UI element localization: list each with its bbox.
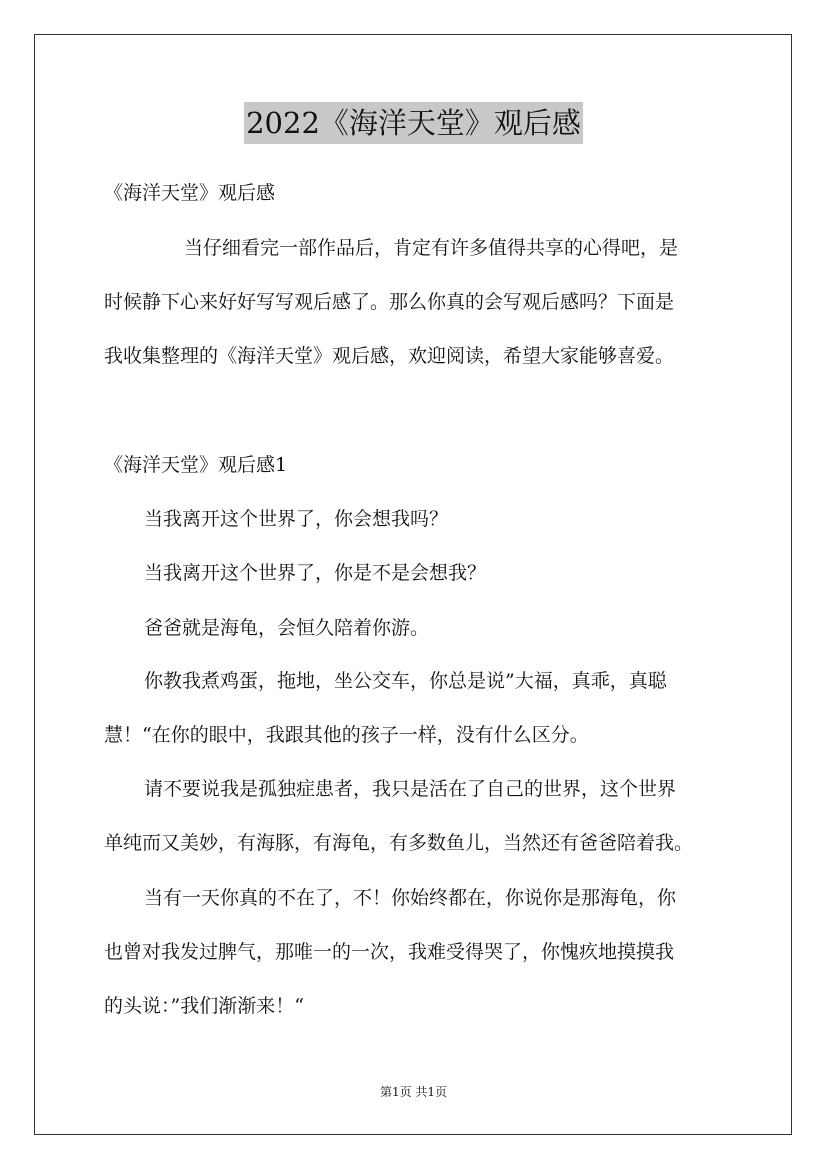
- intro-heading: 《海洋天堂》观后感: [104, 182, 276, 204]
- paragraph-line: 当有一天你真的不在了，不！你始终都在，你说你是那海龟，你: [144, 887, 677, 909]
- intro-line-2: 时候静下心来好好写写观后感了。那么你真的会写观后感吗？下面是: [104, 291, 675, 313]
- intro-line-1: 当仔细看完一部作品后，肯定有许多值得共享的心得吧，是: [184, 237, 679, 259]
- paragraph-line: 你教我煮鸡蛋，拖地，坐公交车，你总是说”大福，真乖，真聪: [144, 670, 667, 692]
- intro-line-3: 我收集整理的《海洋天堂》观后感，欢迎阅读，希望大家能够喜爱。: [104, 345, 675, 367]
- paragraph-line: 的头说：”我们渐渐来！“: [104, 995, 304, 1017]
- paragraph-line: 请不要说我是孤独症患者，我只是活在了自己的世界，这个世界: [144, 778, 677, 800]
- paragraph-line: 当我离开这个世界了，你是不是会想我？: [144, 562, 487, 584]
- paragraph-line: 当我离开这个世界了，你会想我吗？: [144, 508, 449, 530]
- page-footer: 第1页 共1页: [379, 1085, 448, 1099]
- paragraph-line: 慧！“在你的眼中，我跟其他的孩子一样，没有什么区分。: [104, 724, 589, 746]
- title-container: [0, 102, 827, 144]
- paragraph-line: 爸爸就是海龟，会恒久陪着你游。: [144, 617, 430, 639]
- paragraph-line: 单纯而又美妙，有海豚，有海龟，有多数鱼儿，当然还有爸爸陪着我。: [104, 832, 694, 854]
- paragraph-line: 也曾对我发过脾气，那唯一的一次，我难受得哭了，你愧疚地摸摸我: [104, 941, 675, 963]
- section1-heading: 《海洋天堂》观后感1: [104, 454, 288, 476]
- document-title: 2022《海洋天堂》观后感: [244, 102, 583, 144]
